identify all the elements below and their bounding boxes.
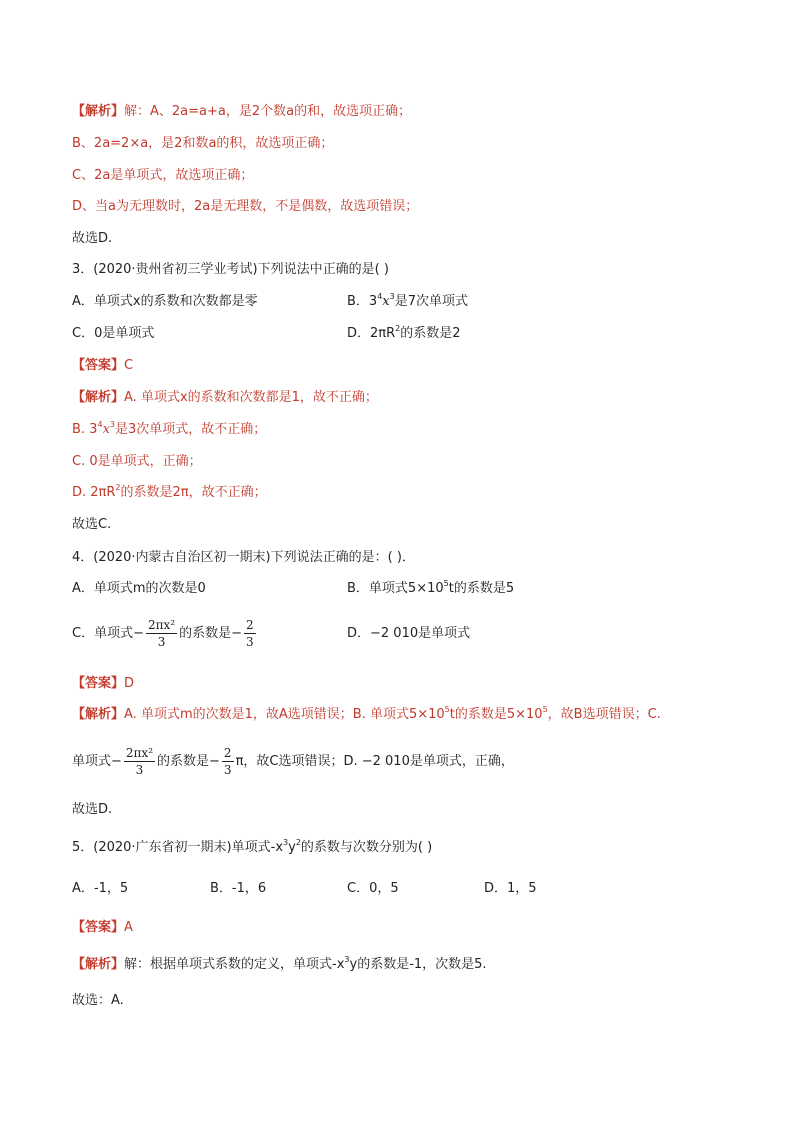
q4-option-a: A．单项式m的次数是0 — [72, 581, 206, 596]
q5-option-a: A．-1，5 — [72, 881, 129, 896]
an-b-exp1: 4 — [97, 420, 103, 429]
an-line2-middle: 的系数是− — [157, 754, 220, 769]
an-d-prefix: D. 2πR — [72, 485, 116, 500]
an-line2-prefix: 单项式− — [72, 754, 122, 769]
q3-analysis-b — [72, 420, 266, 440]
answer-value: A — [124, 920, 133, 935]
an-suffix: y的系数是-1，次数是5. — [349, 957, 487, 972]
q5-stem — [72, 838, 432, 858]
q3-answer — [72, 356, 133, 376]
stem-exp2: 2 — [295, 838, 301, 847]
answer-tag: 【答案】 — [72, 358, 125, 373]
an-exp: 3 — [344, 955, 350, 964]
opt-c-prefix: C．单项式− — [72, 626, 144, 641]
opt-b-suffix: 是7次单项式 — [394, 294, 469, 309]
opt-b-exp2: 3 — [389, 292, 395, 301]
an-line1-prefix: A. 单项式m的次数是1，故A选项错误；B. 单项式5×10 — [124, 707, 445, 722]
opt-d-suffix: 的系数是2 — [400, 326, 461, 341]
q3-option-d — [347, 324, 461, 344]
an-b-exp2: 3 — [109, 420, 115, 429]
opt-c-fraction-1 — [146, 617, 177, 650]
q5-option-c: C．0，5 — [347, 881, 399, 896]
stem-exp1: 3 — [283, 838, 289, 847]
an-line1-exp: 5 — [444, 705, 450, 714]
an-b-suffix: 是3次单项式，故不正确； — [115, 422, 267, 437]
opt-b-var: x — [382, 294, 390, 309]
q3-analysis-c: C. 0是单项式，正确； — [72, 454, 202, 469]
q5-option-d: D．1，5 — [484, 881, 537, 896]
opt-b-exp: 5 — [443, 579, 449, 588]
stem-prefix: 5．(2020·广东省初一期末)单项式-x — [72, 840, 284, 855]
analysis-text: 解：A、2a=a+a，是2个数a的和，故选项正确； — [124, 104, 412, 119]
answer-value: D — [124, 676, 135, 691]
analysis-tag: 【解析】 — [72, 104, 125, 119]
an-line2-fraction-2 — [222, 745, 234, 778]
an-prefix: 解：根据单项式系数的定义，单项式-x — [124, 957, 345, 972]
fraction-denominator: 3 — [246, 635, 254, 649]
q4-analysis-line1 — [72, 705, 661, 725]
q3-conclusion: 故选C. — [72, 517, 112, 532]
q5-answer — [72, 918, 133, 938]
q3-option-b — [347, 292, 468, 312]
q4-option-c — [72, 614, 258, 654]
fraction-denominator: 3 — [223, 763, 232, 777]
opt-b-prefix: B．3 — [347, 294, 378, 309]
opt-d-prefix: D．2πR — [347, 326, 396, 341]
q5-option-b: B．-1，6 — [210, 881, 267, 896]
opt-c-middle: 的系数是− — [179, 626, 242, 641]
q3-option-a: A．单项式x的系数和次数都是零 — [72, 294, 258, 309]
fraction-denominator: 3 — [135, 763, 144, 777]
q5-conclusion: 故选：A. — [72, 993, 124, 1008]
an-d-suffix: 的系数是2π，故不正确； — [120, 485, 267, 500]
fraction-numerator: 2 — [223, 746, 232, 760]
answer-value: C — [124, 358, 134, 373]
an-line2-suffix: π，故C选项错误；D. −2 010是单项式，正确， — [235, 754, 514, 769]
an-line1-suffix: ，故B选项错误；C. — [547, 707, 661, 722]
opt-b-prefix: B．单项式5×10 — [347, 581, 444, 596]
analysis-tag: 【解析】 — [72, 957, 125, 972]
q4-answer — [72, 674, 134, 694]
q3-stem: 3．(2020·贵州省初三学业考试)下列说法中正确的是( ) — [72, 262, 389, 277]
q2-analysis-d: D、当a为无理数时，2a是无理数，不是偶数，故选项错误； — [72, 199, 419, 214]
q3-option-c: C．0是单项式 — [72, 326, 155, 341]
answer-tag: 【答案】 — [72, 676, 125, 691]
fraction-numerator: 2πx² — [147, 618, 176, 632]
analysis-text: A. 单项式x的系数和次数都是1，故不正确； — [124, 390, 378, 405]
an-b-prefix: B. 3 — [72, 422, 98, 437]
analysis-tag: 【解析】 — [72, 707, 125, 722]
answer-tag: 【答案】 — [72, 920, 125, 935]
q4-option-b — [347, 579, 514, 599]
q4-stem: 4．(2020·内蒙古自治区初一期末)下列说法正确的是：( )． — [72, 550, 415, 565]
q5-analysis — [72, 955, 487, 975]
analysis-tag: 【解析】 — [72, 390, 125, 405]
an-line1-exp2: 5 — [542, 705, 548, 714]
fraction-denominator: 3 — [157, 635, 166, 649]
q4-option-d: D．−2 010是单项式 — [347, 626, 471, 641]
stem-suffix: 的系数与次数分别为( ) — [300, 840, 433, 855]
q2-analysis-b: B、2a=2×a，是2和数a的积，故选项正确； — [72, 136, 334, 151]
opt-c-fraction-2 — [244, 617, 256, 650]
fraction-numerator: 2πx² — [125, 746, 154, 760]
q2-conclusion: 故选D. — [72, 231, 113, 246]
an-line1-middle: t的系数是5×10 — [449, 707, 543, 722]
q4-conclusion: 故选D. — [72, 802, 113, 817]
opt-d-exp: 2 — [395, 324, 401, 333]
an-line2-fraction-1 — [124, 745, 155, 778]
q2-analysis-c: C、2a是单项式，故选项正确； — [72, 168, 254, 183]
an-d-exp: 2 — [115, 483, 121, 492]
q4-analysis-line2 — [72, 742, 514, 782]
q2-analysis-a — [72, 102, 411, 122]
q3-analysis-d — [72, 483, 267, 503]
stem-var: y — [288, 840, 296, 855]
fraction-numerator: 2 — [246, 618, 254, 632]
opt-b-exp1: 4 — [377, 292, 383, 301]
opt-b-suffix: t的系数是5 — [448, 581, 515, 596]
q3-analysis-a — [72, 388, 378, 408]
an-b-var: x — [102, 422, 110, 437]
